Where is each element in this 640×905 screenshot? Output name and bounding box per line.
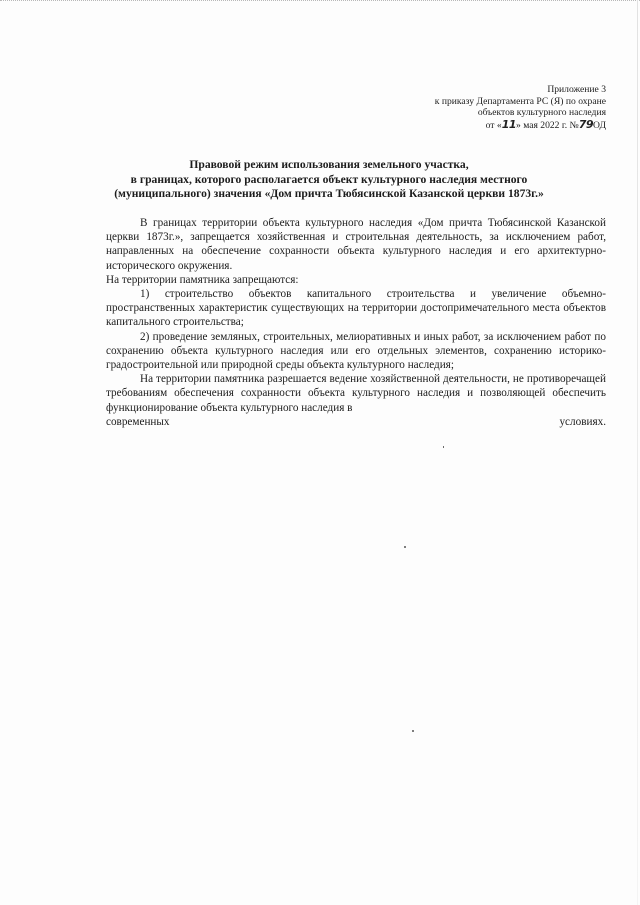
last-line-left: современных — [106, 415, 170, 428]
annex-block — [346, 84, 606, 131]
annex-order-ref: к приказу Департамента РС (Я) по охране — [434, 95, 606, 107]
annex-department: объектов культурного наследия — [477, 107, 606, 118]
annex-date-middle: » мая 2022 г. № — [516, 119, 579, 131]
annex-number-suffix: ОД — [593, 119, 606, 131]
paragraph-prohibition-2: 2) проведение земляных, строительных, мелиоративных и иных работ, за исключением работ по сохранению объекта культурного наследия или его отдельных элементов, сохранению историко-градостроительной или природной среды объекта культурного наследия; — [106, 330, 606, 372]
scan-speck — [443, 446, 444, 448]
title-line-2: в границах, которого располагается объект культурного наследия местного — [130, 172, 528, 186]
scan-speck — [412, 730, 414, 732]
scan-right-edge — [637, 0, 638, 905]
annex-date-line — [346, 119, 606, 132]
paragraph-prohibition-1: 1) строительство объектов капитального строительства и увеличение объемно-пространственных характеристик существующих на территории достопримечательного места объектов капитального строительства; — [106, 288, 606, 329]
scan-top-edge — [0, 0, 640, 5]
annex-number-handwritten: 79 — [578, 117, 593, 131]
annex-title: Приложение 3 — [547, 84, 606, 95]
title-line-3: (муниципального) значения «Дом причта Тюбясинской Казанской церкви 1873г.» — [114, 187, 544, 200]
paragraph-permitted-activity-end — [106, 415, 606, 429]
last-line-right: условиях. — [559, 415, 606, 428]
annex-day-handwritten: 11 — [501, 117, 517, 131]
paragraph-permitted-activity: На территории памятника разрешается ведение хозяйственной деятельности, не противоречащей требованиям обеспечения сохранности объекта культурного наследия и позволяющей обеспечить функционирование объекта культурного наследия в — [106, 373, 606, 414]
document-title — [40, 158, 618, 202]
paragraph-prohibitions-intro: На территории памятника запрещаются: — [106, 273, 299, 286]
paragraph-prohibition-general: В границах территории объекта культурного наследия «Дом причта Тюбясинской Казанской церкви 1873г.», запрещается хозяйственная и строительная деятельность, за исключением работ, направленных на обеспечение сохранности объекта культурного наследия и его архитектурно-исторического окружения. — [106, 217, 606, 272]
title-line-1: Правовой режим использования земельного участка, — [189, 158, 469, 171]
document-body — [106, 216, 606, 429]
annex-date-prefix: от « — [485, 119, 502, 131]
scan-speck — [404, 546, 406, 548]
